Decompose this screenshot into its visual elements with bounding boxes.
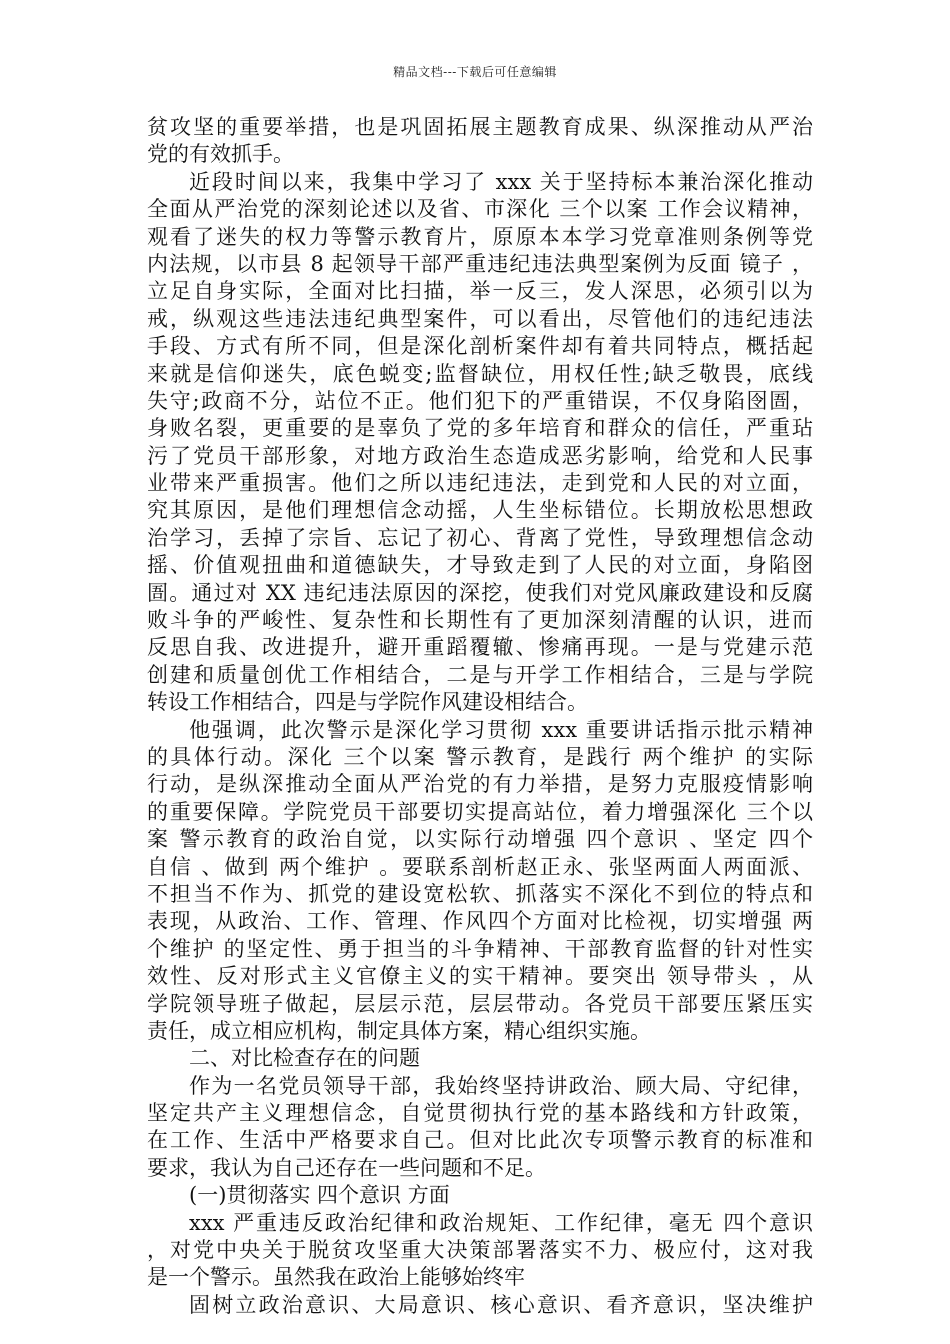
text-line: 贫攻坚的重要举措，也是巩固拓展主题教育成果、纵深推动从严治 xyxy=(147,115,813,139)
text-line: 他强调，此次警示是深化学习贯彻 xxx 重要讲话指示批示精神 xyxy=(189,717,813,742)
text-line: 是一个警示。虽然我在政治上能够始终牢 xyxy=(147,1265,525,1290)
text-line: 圄。通过对 XX 违纪违法原因的深挖，使我们对党风廉政建设和反腐 xyxy=(147,580,813,605)
text-line: 治学习，丢掉了宗旨、忘记了初心、背离了党性，导致理想信念动 xyxy=(147,525,813,550)
text-line: 固树立政治意识、大局意识、核心意识、看齐意识，坚决维护 xyxy=(189,1292,813,1317)
text-line: 坚定共产主义理想信念，自觉贯彻执行党的基本路线和方针政策， xyxy=(147,1101,813,1126)
text-line: 二、对比检查存在的问题 xyxy=(189,1046,420,1071)
text-line: 在工作、生活中严格要求自己。但对比此次专项警示教育的标准和 xyxy=(147,1128,813,1153)
text-line: 全面从严治党的深刻论述以及省、市深化 三个以案 工作会议精神， xyxy=(147,197,813,222)
text-line: 表现，从政治、工作、管理、作风四个方面对比检视，切实增强 两 xyxy=(147,909,813,934)
text-line: 来就是信仰迷失，底色蜕变;监督缺位，用权任性;缺乏敬畏，底线 xyxy=(147,361,813,386)
text-line: xxx 严重违反政治纪律和政治规矩、工作纪律，毫无 四个意识 xyxy=(189,1210,813,1235)
text-line: 责任，成立相应机构，制定具体方案，精心组织实施。 xyxy=(147,1018,651,1043)
text-line: 观看了迷失的权力等警示教育片，原原本本学习党章准则条例等党 xyxy=(147,224,813,249)
text-line: 行动，是纵深推动全面从严治党的有力举措，是努力克服疫情影响 xyxy=(147,772,813,797)
text-line: 反思自我、改进提升，避开重蹈覆辙、惨痛再现。一是与党建示范 xyxy=(147,635,813,660)
text-line: 失守;政商不分，站位不正。他们犯下的严重错误，不仅身陷囹圄， xyxy=(147,388,813,413)
text-line: 转设工作相结合，四是与学院作风建设相结合。 xyxy=(147,690,588,715)
text-line: 污了党员干部形象，对地方政治生态造成恶劣影响，给党和人民事 xyxy=(147,443,813,468)
text-line: 创建和质量创优工作相结合，二是与开学工作相结合，三是与学院 xyxy=(147,662,813,687)
text-line: 究其原因，是他们理想信念动摇，人生坐标错位。长期放松思想政 xyxy=(147,498,813,523)
text-line: 败斗争的严峻性、复杂性和长期性有了更加深刻清醒的认识，进而 xyxy=(147,608,813,633)
text-line: 的重要保障。学院党员干部要切实提高站位，着力增强深化 三个以 xyxy=(147,799,813,824)
text-line: 党的有效抓手。 xyxy=(147,142,294,167)
text-line: 自信 、做到 两个维护 。要联系剖析赵正永、张坚两面人两面派、 xyxy=(147,854,813,879)
page-header: 精品文档---下载后可任意编辑 xyxy=(393,65,557,79)
text-line: 身败名裂，更重要的是辜负了党的多年培育和群众的信任，严重玷 xyxy=(147,416,813,441)
text-line: 内法规，以市县 8 起领导干部严重违纪违法典型案例为反面 镜子 ， xyxy=(147,251,813,276)
text-line: 立足自身实际，全面对比扫描，举一反三，发人深思，必须引以为 xyxy=(147,279,813,304)
text-line: 案 警示教育的政治自觉，以实际行动增强 四个意识 、坚定 四个 xyxy=(147,827,813,852)
text-line: (一)贯彻落实 四个意识 方面 xyxy=(189,1183,450,1208)
text-line: 手段、方式有所不同，但是深化剖析案件却有着共同特点，概括起 xyxy=(147,334,813,359)
text-line: 业带来严重损害。他们之所以违纪违法，走到党和人民的对立面， xyxy=(147,471,813,496)
text-line: 的具体行动。深化 三个以案 警示教育，是践行 两个维护 的实际 xyxy=(147,744,813,769)
document-body xyxy=(147,114,813,1319)
text-line: 戒，纵观这些违法违纪典型案件，可以看出，尽管他们的违纪违法 xyxy=(147,306,813,331)
text-line: 学院领导班子做起，层层示范，层层带动。各党员干部要压紧压实 xyxy=(147,991,813,1016)
text-line: 效性、反对形式主义官僚主义的实干精神。要突出 领导带头 ，从 xyxy=(147,964,813,989)
text-line: 近段时间以来，我集中学习了 xxx 关于坚持标本兼治深化推动 xyxy=(189,169,813,194)
text-line: 不担当不作为、抓党的建设宽松软、抓落实不深化不到位的特点和 xyxy=(147,881,813,906)
text-line: 作为一名党员领导干部，我始终坚持讲政治、顾大局、守纪律， xyxy=(189,1073,813,1098)
text-line: ，对党中央关于脱贫攻坚重大决策部署落实不力、极应付，这对我 xyxy=(147,1238,813,1263)
text-line: 个维护 的坚定性、勇于担当的斗争精神、干部教育监督的针对性实 xyxy=(147,936,813,961)
text-line: 摇、价值观扭曲和道德缺失，才导致走到了人民的对立面，身陷囹 xyxy=(147,553,813,578)
text-line: 要求，我认为自己还存在一些问题和不足。 xyxy=(147,1155,546,1180)
